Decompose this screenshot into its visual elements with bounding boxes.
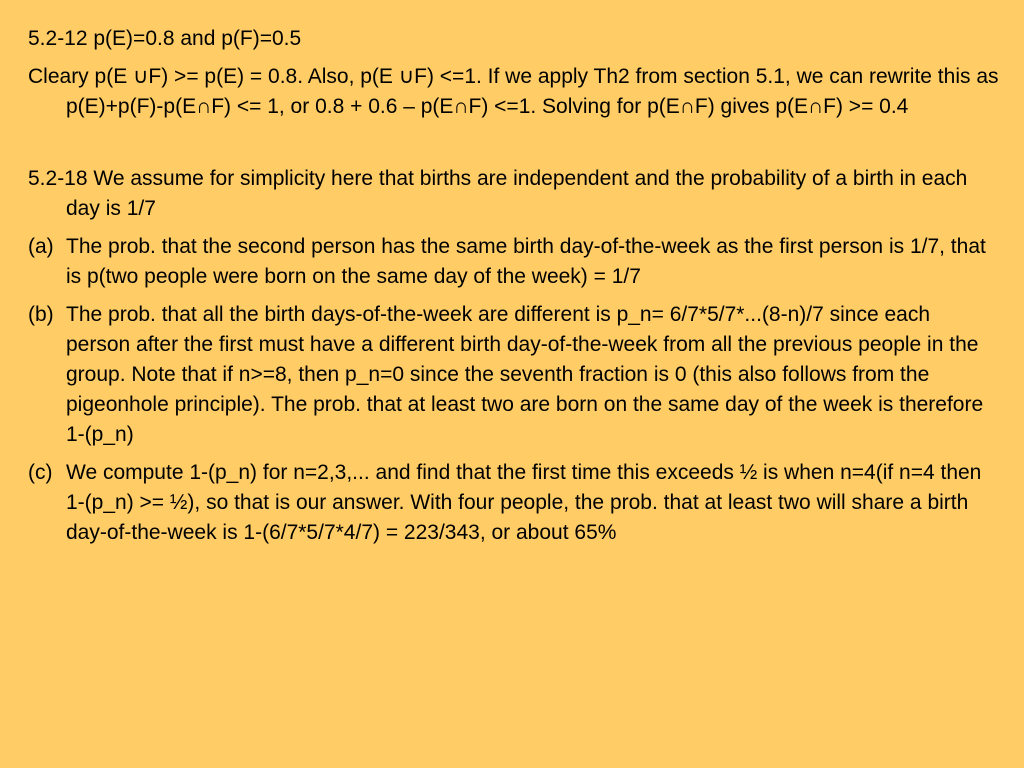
part-a: [28, 232, 1000, 292]
part-c-label: (c): [28, 461, 53, 484]
part-b: [28, 300, 1000, 450]
part-c-text: We compute 1-(p_n) for n=2,3,... and find that the first time this exceeds ½ is when n=4(if n=4 then 1-(p_n) >= ½), so that is our answer. With four people, the prob. that at least two will share a birth day-of-the-week is 1-(6/7*5/7*4/7) = 223/343, or about 65%: [66, 461, 982, 544]
part-a-text: The prob. that the second person has the same birth day-of-the-week as the first person is 1/7, that is p(two people were born on the same day of the week) = 1/7: [66, 235, 986, 288]
part-b-label: (b): [28, 303, 54, 326]
problem-5-2-12-heading: 5.2-12 p(E)=0.8 and p(F)=0.5: [28, 27, 302, 50]
part-a-label: (a): [28, 235, 54, 258]
part-c: [28, 458, 1000, 548]
problem-5-2-12-solution: Cleary p(E ∪F) >= p(E) = 0.8. Also, p(E ∪F) <=1. If we apply Th2 from section 5.1, we can rewrite this as p(E)+p(F)-p(E∩F) <= 1, or 0.8 + 0.6 – p(E∩F) <=1. Solving for p(E∩F) gives p(E∩F) >= 0.4: [28, 65, 999, 118]
part-b-text: The prob. that all the birth days-of-the-week are different is p_n= 6/7*5/7*...(8-n)/7 since each person after the first must have a different birth day-of-the-week from all the previous people in the group. Note that if n>=8, then p_n=0 since the seventh fraction is 0 (this also follows from the pigeonhole principle). The prob. that at least two are born on the same day of the week is therefore 1-(p_n): [66, 303, 984, 446]
problem-5-2-18-intro: 5.2-18 We assume for simplicity here that births are independent and the probability of a birth in each day is 1/7: [28, 167, 968, 220]
